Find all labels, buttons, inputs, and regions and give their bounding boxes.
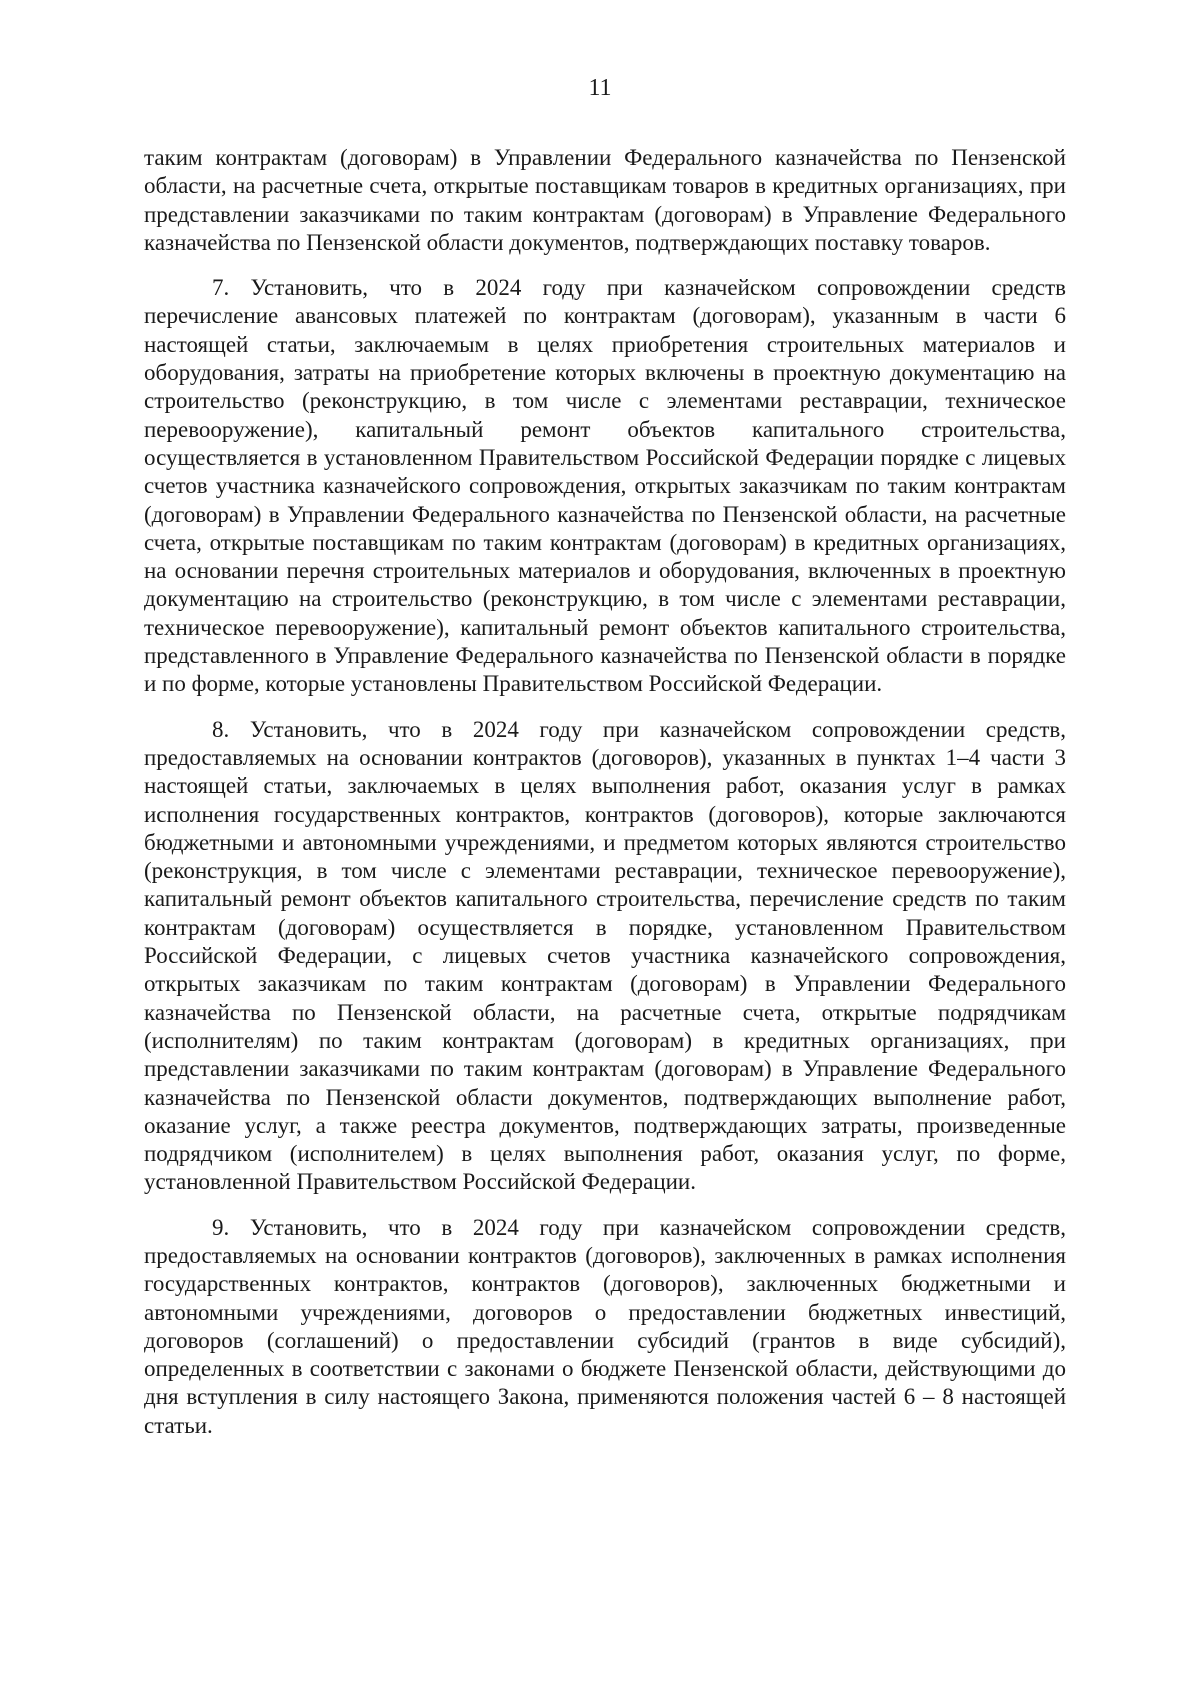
document-body bbox=[144, 144, 1066, 1457]
paragraph-clause-9: 9. Установить, что в 2024 году при казначейском сопровождении средств, предоставляемых на основании контрактов (договоров), заключенных в рамках исполнения государственных контрактов, контрактов (договоров), заключенных бюджетными и автономными учреждениями, договоров о предоставлении бюджетных инвестиций, договоров (соглашений) о предоставлении субсидий (грантов в виде субсидий), определенных в соответствии с законами о бюджете Пензенской области, действующими до дня вступления в силу настоящего Закона, применяются положения частей 6 – 8 настоящей статьи. bbox=[144, 1214, 1066, 1438]
page-number: 11 bbox=[588, 75, 612, 101]
paragraph-clause-7: 7. Установить, что в 2024 году при казначейском сопровождении средств перечисление авансовых платежей по контрактам (договорам), указанным в части 6 настоящей статьи, заключаемым в целях приобретения строительных материалов и оборудования, затраты на приобретение которых включены в проектную документацию на строительство (реконструкцию, в том числе с элементами реставрации, техническое перевооружение), капитальный ремонт объектов капитального строительства, осуществляется в установленном Правительством Российской Федерации порядке с лицевых счетов участника казначейского сопровождения, открытых заказчикам по таким контрактам (договорам) в Управлении Федерального казначейства по Пензенской области, на расчетные счета, открытые поставщикам по таким контрактам (договорам) в кредитных организациях, на основании перечня строительных материалов и оборудования, включенных в проектную документацию на строительство (реконструкцию, в том числе с элементами реставрации, техническое перевооружение), капитальный ремонт объектов капитального строительства, представленного в Управление Федерального казначейства по Пензенской области в порядке и по форме, которые установлены Правительством Российской Федерации. bbox=[144, 275, 1066, 697]
paragraph-clause-8: 8. Установить, что в 2024 году при казначейском сопровождении средств, предоставляемых на основании контрактов (договоров), указанных в пунктах 1–4 части 3 настоящей статьи, заключаемых в целях выполнения работ, оказания услуг в рамках исполнения государственных контрактов, контрактов (договоров), которые заключаются бюджетными и автономными учреждениями, и предметом которых являются строительство (реконструкция, в том числе с элементами реставрации, техническое перевооружение), капитальный ремонт объектов капитального строительства, перечисление средств по таким контрактам (договорам) осуществляется в порядке, установленном Правительством Российской Федерации, с лицевых счетов участника казначейского сопровождения, открытых заказчикам по таким контрактам (договорам) в Управлении Федерального казначейства по Пензенской области, на расчетные счета, открытые подрядчикам (исполнителям) по таким контрактам (договорам) в кредитных организациях, при представлении заказчиками по таким контрактам (договорам) в Управление Федерального казначейства по Пензенской области документов, подтверждающих выполнение работ, оказание услуг, а также реестра документов, подтверждающих затраты, произведенные подрядчиком (исполнителем) в целях выполнения работ, оказания услуг, по форме, установленной Правительством Российской Федерации. bbox=[144, 716, 1066, 1195]
paragraph-continuation: таким контрактам (договорам) в Управлении Федерального казначейства по Пензенской области, на расчетные счета, открытые поставщикам товаров в кредитных организациях, при представлении заказчиками по таким контрактам (договорам) в Управление Федерального казначейства по Пензенской области документов, подтверждающих поставку товаров. bbox=[144, 145, 1066, 255]
